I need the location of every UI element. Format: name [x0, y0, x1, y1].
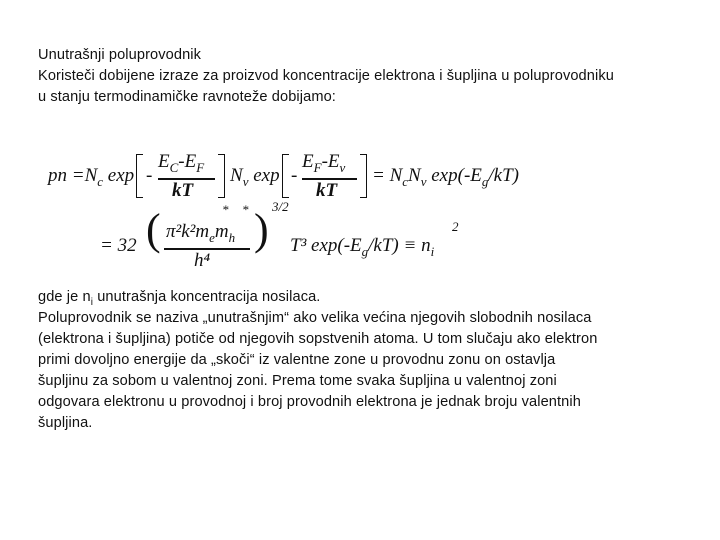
- formula-lhs: pn $=N_c$ exp: [48, 165, 135, 189]
- line2-start: = 32: [100, 235, 137, 256]
- minus-sign: -: [291, 165, 298, 186]
- bracket-left: [282, 154, 289, 198]
- body-line: šupljinu za sobom u valentnoj zoni. Prema tome svaka šupljina u valentnoj zoni: [38, 373, 557, 389]
- fraction3-denominator: h⁴: [194, 250, 211, 271]
- intro-line: Koristeči dobijene izraze za proizvod koncentracije elektrona i šupljina u poluprovodniku: [38, 68, 614, 84]
- paren-left: (: [146, 205, 161, 254]
- star-e: *: [222, 202, 229, 217]
- fraction1-denominator: kT: [172, 180, 194, 201]
- body-line: primi dovoljno energije da „skoči“ iz valentne zone u provodnu zonu on ostavlja: [38, 352, 556, 368]
- bracket-right: [360, 154, 367, 198]
- intro-line: u stanju termodinamičke ravnoteže dobijamo:: [38, 89, 336, 105]
- bracket-left: [136, 154, 143, 198]
- fraction1-numerator: $E_C-E_F$: [158, 151, 205, 175]
- formula-t3: T³ $\exp(-E_g/kT) \equiv n_i$: [290, 235, 435, 259]
- body-line: Poluprovodnik se naziva „unutrašnjim“ ako velika većina njegovih slobodnih nosilaca: [38, 310, 592, 326]
- body-line: odgovara elektronu u provodnoj i broj provodnih elektrona je jednak broju valentnih: [38, 394, 581, 410]
- body-line: gde je $n_i$ unutrašnja koncentracija nosilaca.: [38, 289, 321, 308]
- star-h: *: [242, 202, 249, 217]
- slide-title: Unutrašnji poluprovodnik: [38, 47, 202, 63]
- power-exponent: 3/2: [272, 199, 289, 214]
- fraction3-numerator: $\pi^2k^2m_em_h$: [166, 221, 236, 245]
- ni-squared-exponent: 2: [452, 219, 459, 234]
- minus-sign: -: [146, 165, 153, 186]
- body-line: šupljina.: [38, 415, 93, 431]
- formula-rhs: = $N_cN_v$ $\exp(-E_g/kT)$: [372, 165, 519, 189]
- paren-right: ): [254, 205, 269, 254]
- fraction2-denominator: kT: [316, 180, 338, 201]
- body-line: (elektrona i šupljina) potiče od njegovih sopstvenih atoma. U tom slučaju ako elektron: [38, 331, 598, 347]
- bracket-right: [218, 154, 225, 198]
- nv-exp: $N_v$ exp: [230, 165, 280, 189]
- fraction2-numerator: $E_F-E_v$: [302, 151, 346, 175]
